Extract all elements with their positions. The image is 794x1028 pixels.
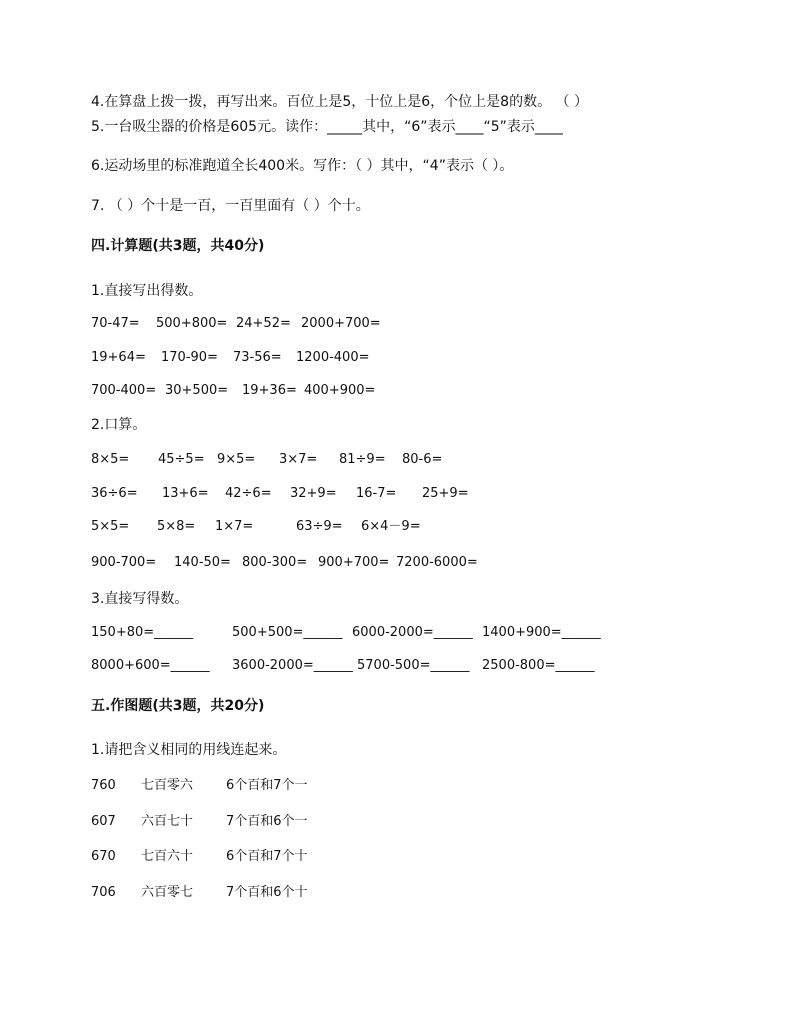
match-number: 670 — [91, 849, 116, 864]
expression: 70-47= — [91, 316, 140, 331]
section-5-heading: 五.作图题(共3题，共20分) — [91, 698, 265, 714]
expression: 45÷5= — [158, 452, 205, 467]
match-units: 6个百和7个一 — [226, 778, 308, 793]
match-number: 706 — [91, 885, 116, 900]
section-4-heading: 四.计算题(共3题，共40分) — [91, 238, 265, 254]
s4-q2-title: 2.口算。 — [91, 417, 147, 433]
expression: 32+9= — [290, 486, 337, 501]
expression: 81÷9= — [339, 452, 386, 467]
expression: 5×5= — [91, 519, 130, 534]
expression: 1×7= — [215, 519, 254, 534]
expression: 140-50= — [174, 555, 231, 570]
match-units: 7个百和6个一 — [226, 814, 308, 829]
match-words: 六百七十 — [141, 814, 194, 829]
expression: 16-7= — [356, 486, 397, 501]
expression: 150+80=______ — [91, 625, 194, 640]
s4-q1-title: 1.直接写出得数。 — [91, 283, 203, 299]
expression: 73-56= — [233, 350, 282, 365]
expression: 500+800= — [156, 316, 228, 331]
expression: 400+900= — [304, 383, 376, 398]
expression: 800-300= — [242, 555, 308, 570]
question-5: 5.一台吸尘器的价格是605元。读作：_____其中，“6”表示____“5”表示____ — [91, 119, 563, 135]
question-4: 4.在算盘上拨一拨，再写出来。百位上是5，十位上是6，个位上是8的数。 （ ） — [91, 94, 588, 110]
expression: 8×5= — [91, 452, 130, 467]
expression: 500+500=______ — [232, 625, 343, 640]
expression: 80-6= — [402, 452, 443, 467]
match-words: 七百零六 — [141, 778, 194, 793]
expression: 2000+700= — [301, 316, 381, 331]
expression: 3×7= — [279, 452, 318, 467]
expression: 13+6= — [162, 486, 209, 501]
match-number: 760 — [91, 778, 116, 793]
question-6: 6.运动场里的标准跑道全长400米。写作：（ ）其中，“4”表示（ ）。 — [91, 158, 514, 174]
expression: 1400+900=______ — [482, 625, 601, 640]
expression: 170-90= — [161, 350, 218, 365]
s5-q1-title: 1.请把含义相同的用线连起来。 — [91, 742, 287, 758]
expression: 25+9= — [422, 486, 469, 501]
expression: 24+52= — [236, 316, 291, 331]
s4-q3-title: 3.直接写得数。 — [91, 591, 189, 607]
expression: 3600-2000=______ — [232, 658, 353, 673]
match-units: 6个百和7个十 — [226, 849, 308, 864]
question-7: 7. （ ）个十是一百，一百里面有（ ）个十。 — [91, 198, 370, 214]
expression: 19+64= — [91, 350, 146, 365]
expression: 6000-2000=______ — [352, 625, 473, 640]
match-number: 607 — [91, 814, 116, 829]
expression: 6×4－9= — [361, 519, 421, 534]
match-words: 六百零七 — [141, 885, 194, 900]
expression: 30+500= — [165, 383, 229, 398]
expression: 19+36= — [242, 383, 297, 398]
match-units: 7个百和6个十 — [226, 885, 308, 900]
expression: 8000+600=______ — [91, 658, 210, 673]
expression: 63÷9= — [296, 519, 343, 534]
expression: 5700-500=______ — [357, 658, 470, 673]
expression: 7200-6000= — [396, 555, 478, 570]
expression: 5×8= — [157, 519, 196, 534]
expression: 900+700= — [318, 555, 390, 570]
expression: 42÷6= — [225, 486, 272, 501]
expression: 700-400= — [91, 383, 157, 398]
expression: 900-700= — [91, 555, 157, 570]
expression: 1200-400= — [296, 350, 370, 365]
match-words: 七百六十 — [141, 849, 194, 864]
expression: 9×5= — [217, 452, 256, 467]
expression: 36÷6= — [91, 486, 138, 501]
expression: 2500-800=______ — [482, 658, 595, 673]
